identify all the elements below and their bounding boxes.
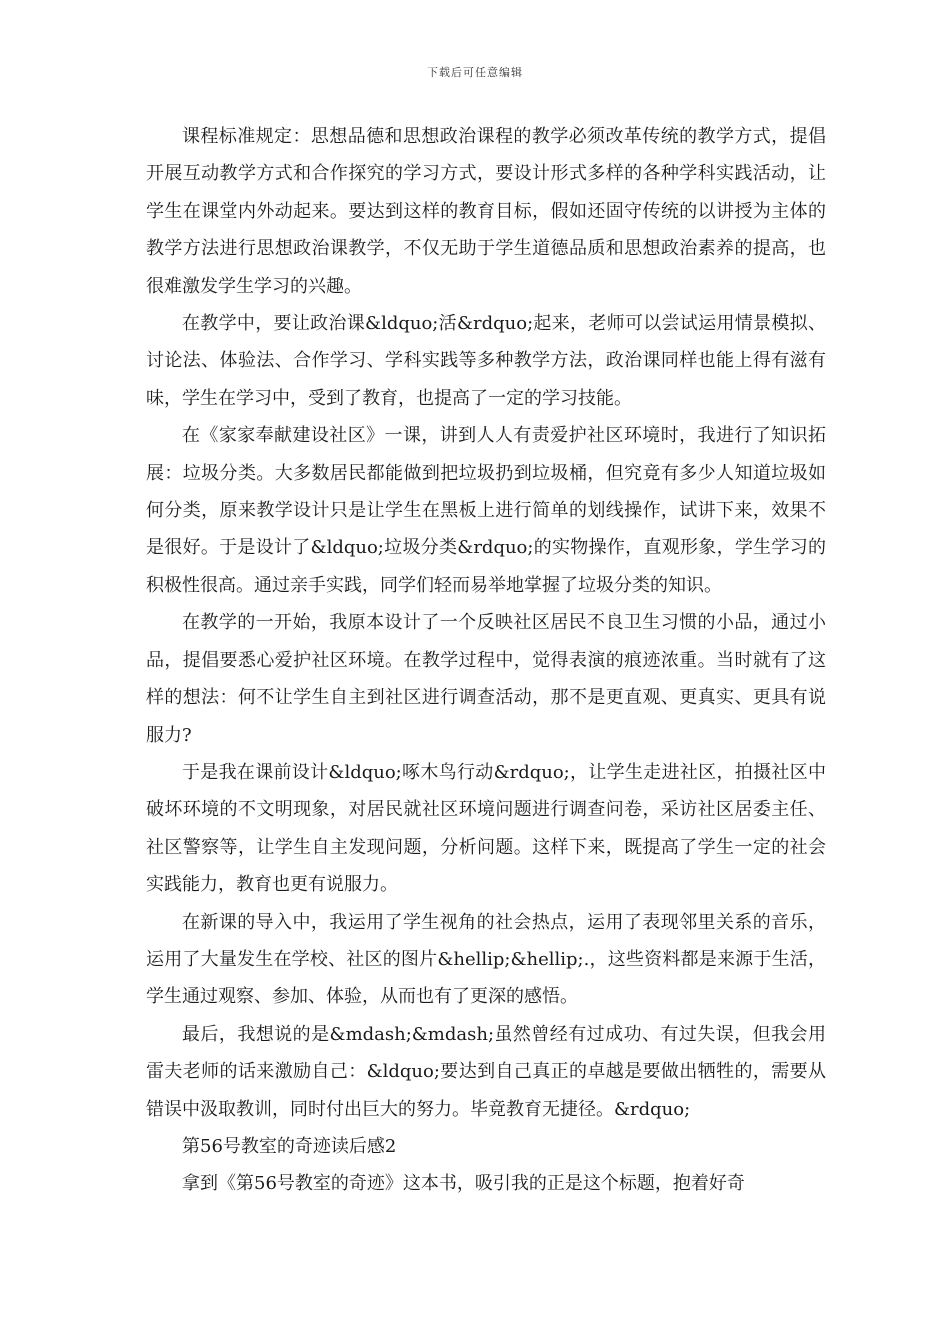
paragraph: 在教学的一开始，我原本设计了一个反映社区居民不良卫生习惯的小品，通过小品，提倡要悉心爱护社区环境。在教学过程中，觉得表演的痕迹浓重。当时就有了这样的想法：何不让学生自主到社区进行调查活动，那不是更直观、更真实、更具有说服力? <box>146 612 826 746</box>
paragraph: 课程标准规定：思想品德和思想政治课程的教学必须改革传统的教学方式，提倡开展互动教学方式和合作探究的学习方式，要设计形式多样的各种学科实践活动，让学生在课堂内外动起来。要达到这样的教育目标，假如还固守传统的以讲授为主体的教学方法进行思想政治课教学，不仅无助于学生道德品质和思想政治素养的提高，也很难激发学生学习的兴趣。 <box>146 126 826 297</box>
paragraph: 拿到《第56号教室的奇迹》这本书，吸引我的正是这个标题，抱着好奇 <box>182 1173 745 1195</box>
paragraph: 在《家家奉献建设社区》一课，讲到人人有责爱护社区环境时，我进行了知识拓展：垃圾分类。大多数居民都能做到把垃圾扔到垃圾桶，但究竟有多少人知道垃圾如何分类，原来教学设计只是让学生在黑板上进行简单的划线操作，试讲下来，效果不是很好。于是设计了&ldquo;垃圾分类&rdquo;的实物操作，直观形象，学生学习的积极性很高。通过亲手实践，同学们轻而易举地掌握了垃圾分类的知识。 <box>146 425 826 596</box>
paragraph: 在教学中，要让政治课&ldquo;活&rdquo;起来，老师可以尝试运用情景模拟、讨论法、体验法、合作学习、学科实践等多种教学方法，政治课同样也能上得有滋有味，学生在学习中，受到了教育，也提高了一定的学习技能。 <box>146 313 826 409</box>
header-note: 下载后可任意编辑 <box>427 66 523 79</box>
document-body <box>146 118 826 1203</box>
paragraph: 于是我在课前设计&ldquo;啄木鸟行动&rdquo;，让学生走进社区，拍摄社区中破坏环境的不文明现象，对居民就社区环境问题进行调查问卷，采访社区居委主任、社区警察等，让学生自主发现问题，分析问题。这样下来，既提高了学生一定的社会实践能力，教育也更有说服力。 <box>146 761 826 896</box>
paragraph: 在新课的导入中，我运用了学生视角的社会热点，运用了表现邻里关系的音乐，运用了大量发生在学校、社区的图片&hellip;&hellip;.，这些资料都是来源于生活，学生通过观察、参加、体验，从而也有了更深的感悟。 <box>146 911 826 1008</box>
section-title: 第56号教室的奇迹读后感2 <box>182 1135 397 1157</box>
paragraph: 最后，我想说的是&mdash;&mdash;虽然曾经有过成功、有过失误，但我会用雷夫老师的话来激励自己：&ldquo;要达到自己真正的卓越是要做出牺牲的，需要从错误中汲取教训，同时付出巨大的努力。毕竟教育无捷径。&rdquo; <box>146 1023 826 1120</box>
